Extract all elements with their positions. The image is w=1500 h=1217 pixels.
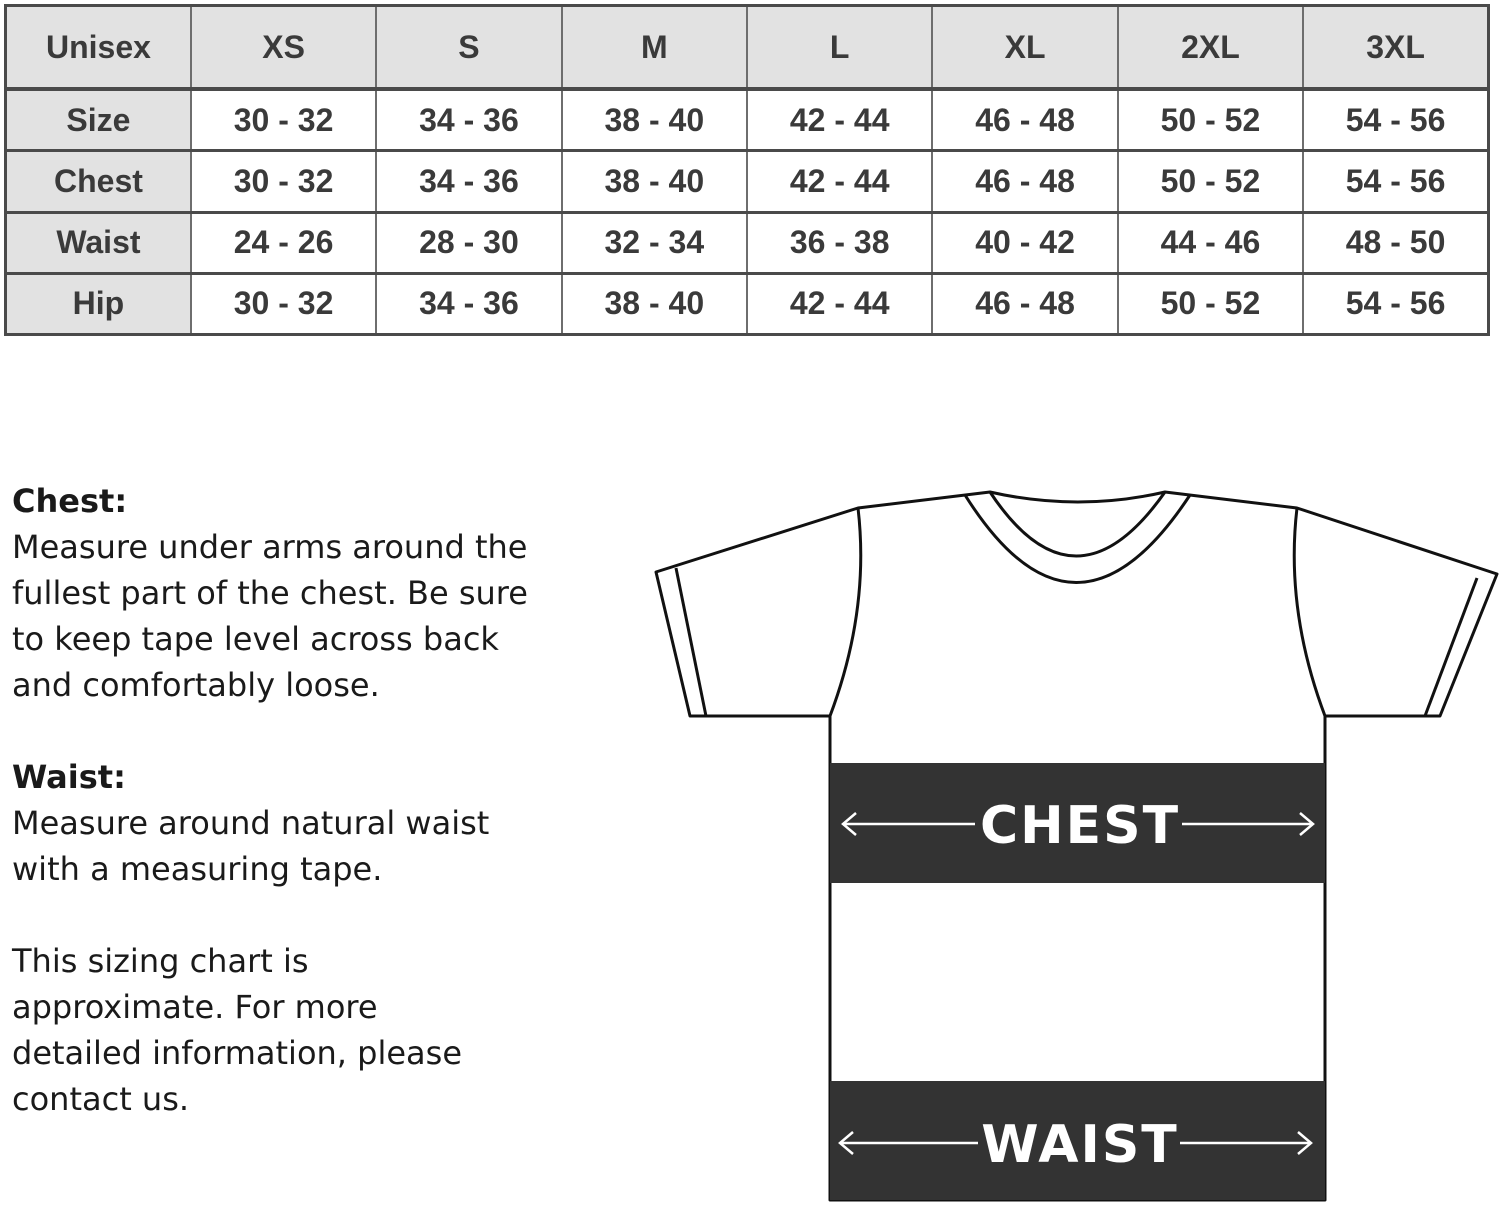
note-line: detailed information, please [12,1034,462,1072]
header-cell: L [747,6,932,90]
instruction-line: Measure around natural waist [12,804,490,842]
tshirt-diagram [650,480,1500,1210]
right-sleeve-seam [1294,508,1325,716]
waist-band-label: WAIST [981,1115,1179,1175]
header-cell: XL [932,6,1117,90]
table-cell: 54 - 56 [1303,89,1488,151]
table-cell: 30 - 32 [191,89,376,151]
table-cell: 42 - 44 [747,89,932,151]
table-cell: 50 - 52 [1118,273,1303,334]
row-label: Chest [6,151,191,212]
collar-outer-curve [965,495,1190,583]
table-cell: 54 - 56 [1303,151,1488,212]
table-cell: 46 - 48 [932,273,1117,334]
waist-instructions [12,754,612,892]
note-line: approximate. For more [12,988,378,1026]
left-sleeve-seam [830,508,861,716]
table-cell: 34 - 36 [376,151,561,212]
chest-instructions [12,478,612,708]
table-cell: 44 - 46 [1118,212,1303,273]
note-line: contact us. [12,1080,190,1118]
chest-band-label: CHEST [979,796,1181,856]
instruction-line: Measure under arms around the [12,528,528,566]
table-row [6,212,1489,273]
row-label: Hip [6,273,191,334]
table-row [6,151,1489,212]
chest-heading: Chest: [12,482,128,520]
table-cell: 46 - 48 [932,151,1117,212]
size-chart-table [4,4,1490,336]
left-sleeve-hem [676,568,706,716]
table-cell: 38 - 40 [562,89,747,151]
waist-heading: Waist: [12,758,126,796]
table-cell: 30 - 32 [191,151,376,212]
instruction-line: fullest part of the chest. Be sure [12,574,528,612]
header-cell: M [562,6,747,90]
table-cell: 42 - 44 [747,151,932,212]
row-label: Waist [6,212,191,273]
table-cell: 50 - 52 [1118,151,1303,212]
header-cell: XS [191,6,376,90]
table-cell: 34 - 36 [376,273,561,334]
header-cell: 3XL [1303,6,1488,90]
instruction-line: with a measuring tape. [12,850,383,888]
table-cell: 34 - 36 [376,89,561,151]
note-line: This sizing chart is [12,942,309,980]
sizing-note [12,938,612,1122]
table-cell: 48 - 50 [1303,212,1488,273]
table-cell: 36 - 38 [747,212,932,273]
table-row [6,273,1489,334]
row-label: Size [6,89,191,151]
table-cell: 50 - 52 [1118,89,1303,151]
table-row [6,89,1489,151]
header-cell: 2XL [1118,6,1303,90]
table-cell: 24 - 26 [191,212,376,273]
instruction-line: to keep tape level across back [12,620,499,658]
header-cell: S [376,6,561,90]
table-cell: 42 - 44 [747,273,932,334]
table-cell: 40 - 42 [932,212,1117,273]
header-cell: Unisex [6,6,191,90]
table-cell: 46 - 48 [932,89,1117,151]
table-cell: 30 - 32 [191,273,376,334]
instruction-line: and comfortably loose. [12,666,380,704]
table-cell: 38 - 40 [562,151,747,212]
table-cell: 38 - 40 [562,273,747,334]
table-cell: 32 - 34 [562,212,747,273]
table-cell: 28 - 30 [376,212,561,273]
measurement-instructions [12,478,612,1168]
table-header-row [6,6,1489,90]
table-cell: 54 - 56 [1303,273,1488,334]
